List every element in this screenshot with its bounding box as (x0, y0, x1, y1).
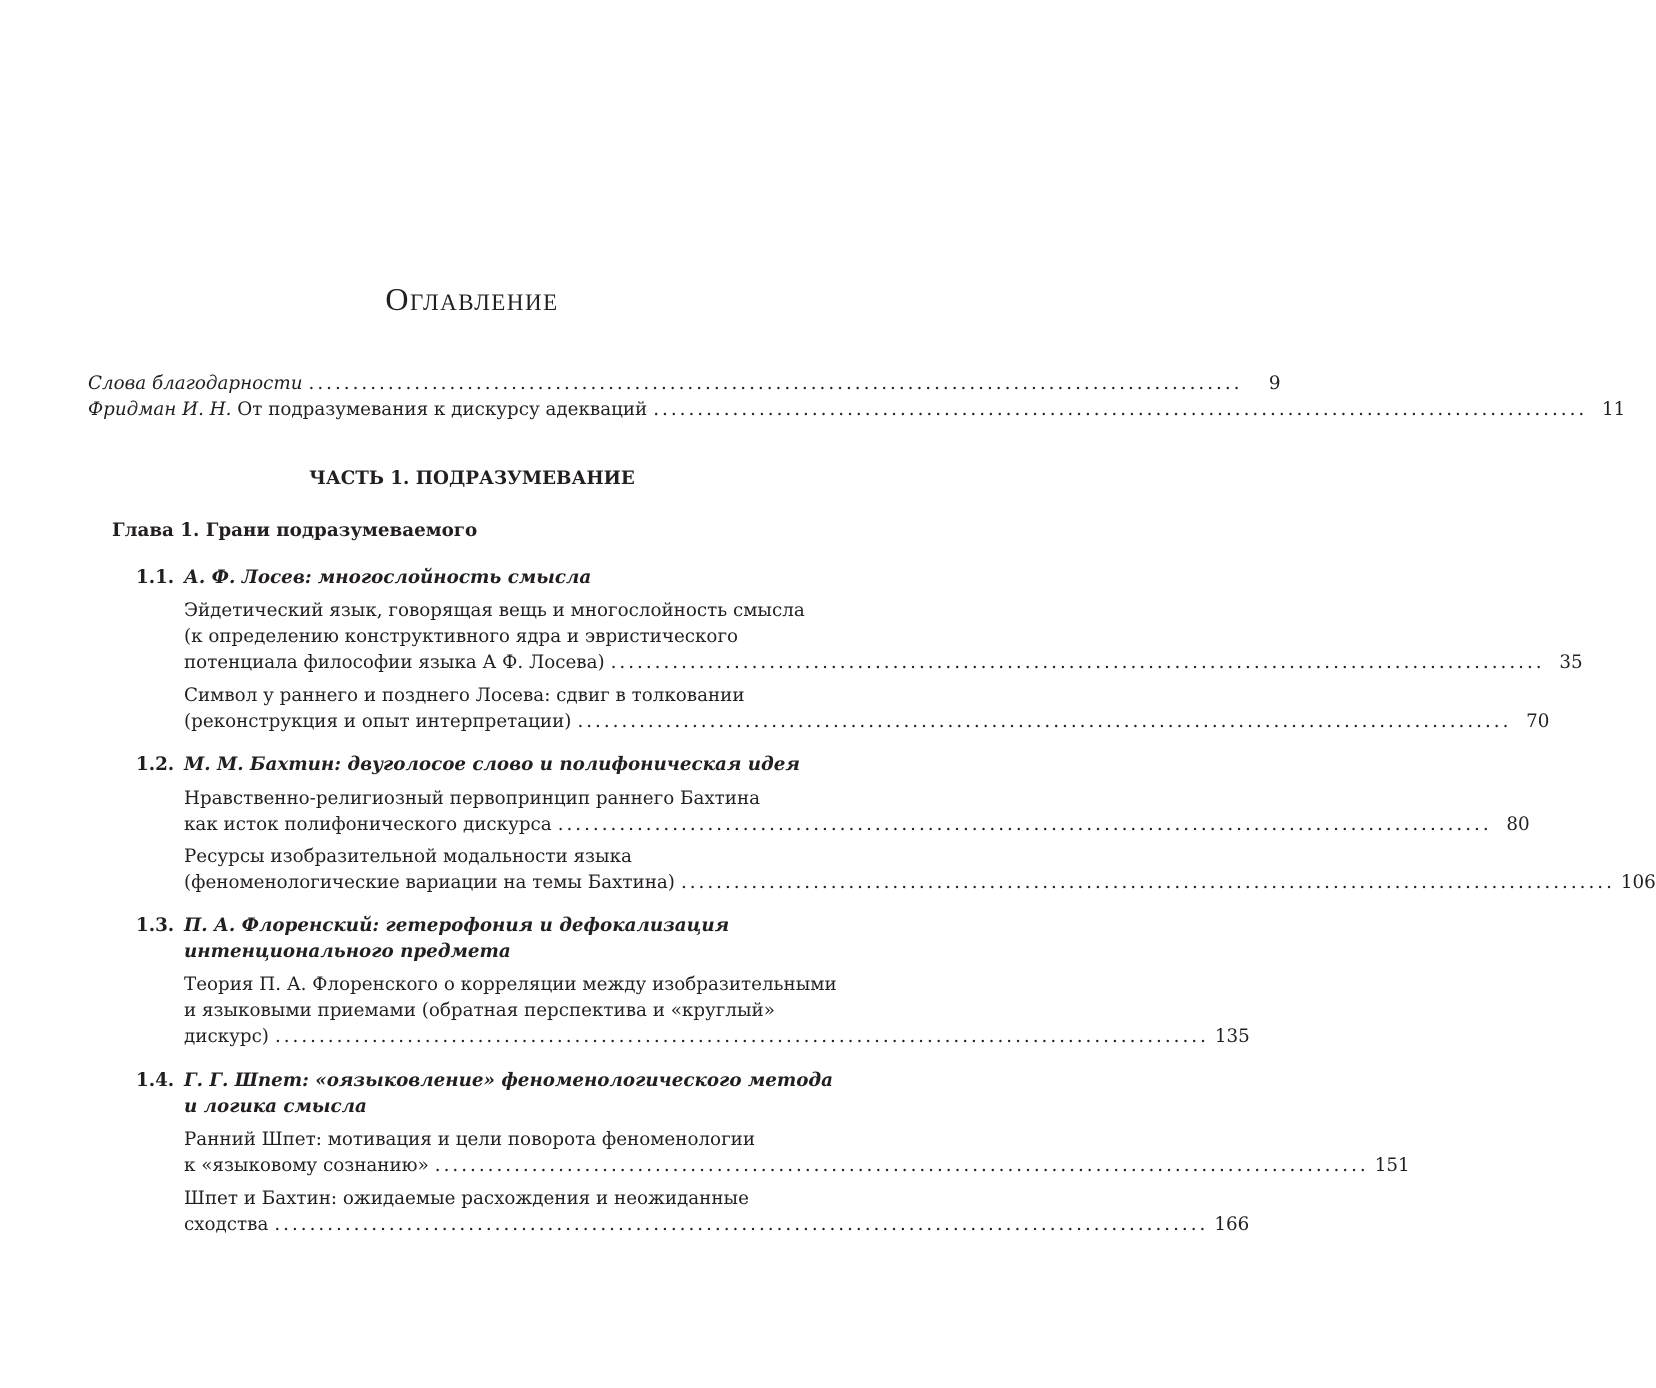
dot-leader: .......................................................................................................... (610, 652, 1545, 673)
entry-text-line: Ранний Шпет: мотивация и цели поворота феноменологии (184, 1129, 756, 1150)
toc-entry-fridman[interactable]: Фридман И. Н. От подразумевания к дискурсу адекваций .......................................................................................................... 11 (88, 397, 854, 423)
toc-entry-florensky[interactable]: дискурс) .......................................................................................................... 135 (184, 1024, 858, 1050)
entry-text-line: Эйдетический язык, говорящая вещь и многослойность смысла (184, 600, 805, 621)
toc-entry-acknowledgements[interactable]: Слова благодарности .......................................................................................................... 9 (88, 371, 854, 397)
toc-entry-losev-eidetic[interactable]: потенциала философии языка А Ф. Лосева) .......................................................................................................... 35 (184, 650, 858, 676)
entry-text-line: (к определению конструктивного ядра и эвристического (184, 626, 739, 647)
chapter-heading: Глава 1. Грани подразумеваемого (112, 520, 478, 541)
dot-leader: .......................................................................................................... (308, 373, 1243, 394)
entry-text-line: и языковыми приемами (обратная перспектива и «круглый» (184, 1000, 775, 1021)
toc-page: ОГЛАВЛЕНИЕ Слова благодарности .......................................................................................................... 9 Фридман И. Н. От подразумевания к дискурсу адекваций .......................................................................................................... 11 ЧАСТЬ 1. ПОДРАЗУМЕВАНИЕ Глава 1. Грани подразумеваемого 1.1. А. Ф. Лосев: многослойность смысла Эйдетический язык, говорящая вещь и многослойность смысла (к определению конструктивного ядра и эвристического потенциала философии языка А Ф. Лосева) .......................................................................................................... 35 Символ у раннего и позднего Лосева: сдвиг в толковании (реконструкция и опыт интерпретации) .......................................................................................................... 70 1.2. М. М. Бахтин: двуголосое слово и полифоническая идея Нравственно-религиозный первопринцип раннего Бахтина как исток полифонического дискурса .......................................................................................................... 80 Ресурсы изобразительной модальности языка (феноменологические вариации на темы Бахтина) .......................................................................................................... 106 1.3. П. А. Флоренский: гетерофония и дефокализация интенционального предмета Теория П. А. Флоренского о корреляции между изобразительными и языковыми приемами (обратная перспектива и «круглый» дискурс) .......................................................................................................... 135 1.4. Г. Г. Шпет: «оязыковление» феноменологического метода и логика смысла Ранний Шпет: мотивация и цели поворота феноменологии к «языковому сознанию» .......................................................................................................... 151 Шпет и Бахтин: ожидаемые расхождения и неожиданные сходства .......................................................................................................... 166 (0, 0, 969, 1388)
entry-text-line: Теория П. А. Флоренского о корреляции между изобразительными (184, 974, 837, 995)
toc-entry-shpet-early[interactable]: к «языковому сознанию» .......................................................................................................... 151 (184, 1153, 858, 1179)
dot-leader: .......................................................................................................... (680, 872, 1615, 893)
dot-leader: .......................................................................................................... (653, 399, 1588, 420)
entry-text-line: Символ у раннего и позднего Лосева: сдвиг в толковании (184, 685, 745, 706)
dot-leader: .......................................................................................................... (274, 1214, 1209, 1235)
entry-text-line: Шпет и Бахтин: ожидаемые расхождения и неожиданные (184, 1188, 749, 1209)
dot-leader: .......................................................................................................... (434, 1155, 1369, 1176)
page-title: ОГЛАВЛЕНИЕ (385, 281, 559, 317)
entry-text-line: Нравственно-религиозный первопринцип раннего Бахтина (184, 788, 761, 809)
entry-text-line: Ресурсы изобразительной модальности языка (184, 846, 632, 867)
toc-entry-losev-symbol[interactable]: (реконструкция и опыт интерпретации) .......................................................................................................... 70 (184, 709, 858, 735)
dot-leader: .......................................................................................................... (274, 1026, 1209, 1047)
toc-entry-bakhtin-resources[interactable]: (феноменологические вариации на темы Бахтина) .......................................................................................................... 106 (184, 870, 858, 896)
dot-leader: .......................................................................................................... (557, 814, 1492, 835)
toc-entry-bakhtin-moral[interactable]: как исток полифонического дискурса .......................................................................................................... 80 (184, 812, 858, 838)
toc-entry-shpet-bakhtin[interactable]: сходства .......................................................................................................... 166 (184, 1212, 858, 1238)
dot-leader: .......................................................................................................... (577, 711, 1512, 732)
part-heading: ЧАСТЬ 1. ПОДРАЗУМЕВАНИЕ (309, 468, 635, 489)
